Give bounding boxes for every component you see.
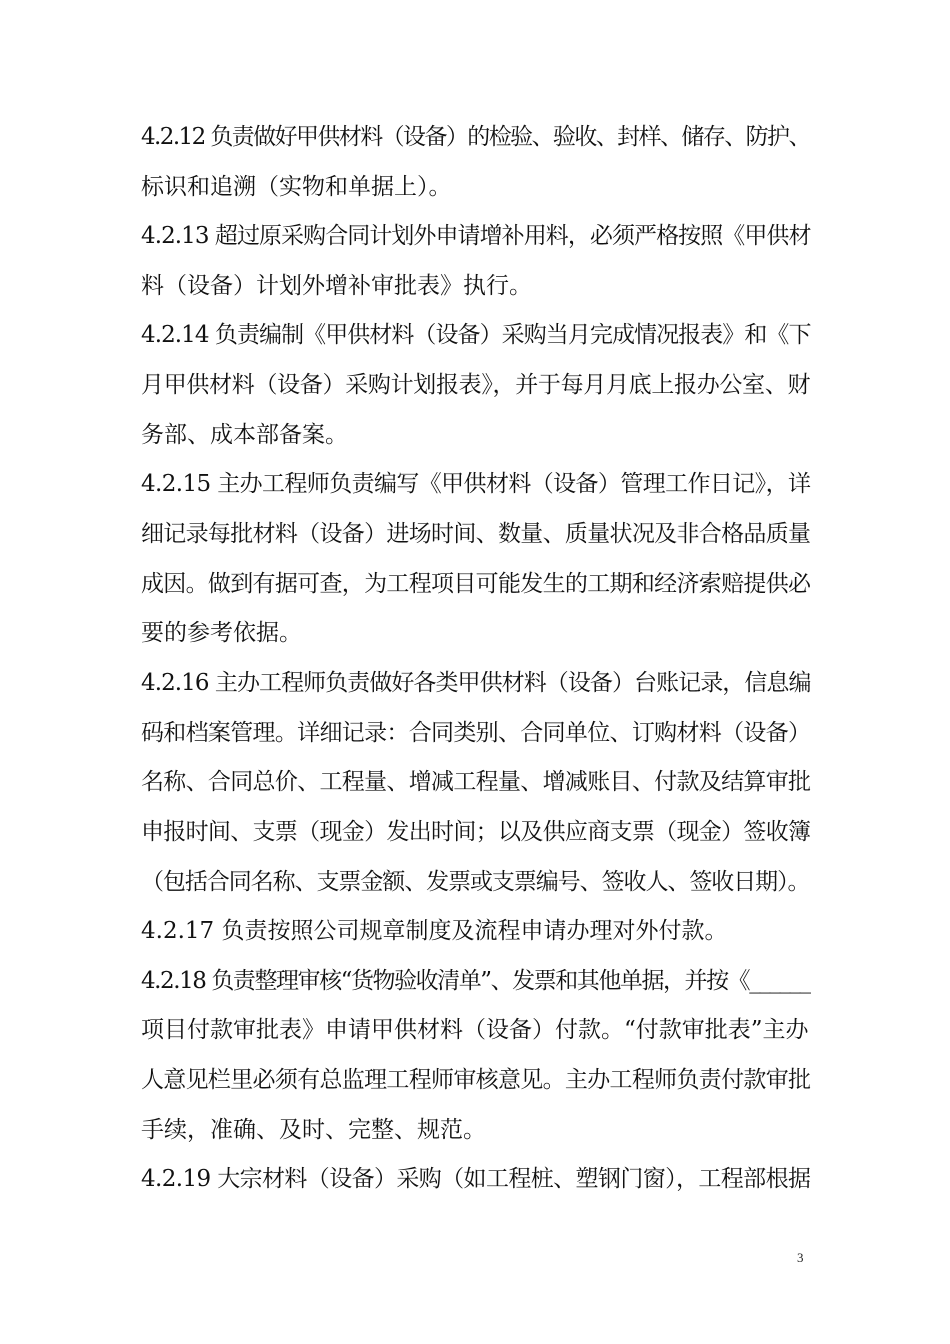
- text-line: 4.2.14 负责编制《甲供材料（设备）采购当月完成情况报表》和《下: [141, 322, 811, 348]
- text-line: 人意见栏里必须有总监理工程师审核意见。主办工程师负责付款审批: [141, 1067, 811, 1093]
- text-line: 4.2.13 超过原采购合同计划外申请增补用料，必须严格按照《甲供材: [141, 223, 811, 249]
- text-line: 4.2.15 主办工程师负责编写《甲供材料（设备）管理工作日记》，详: [141, 471, 811, 497]
- text-line: 4.2.19 大宗材料（设备）采购（如工程桩、塑钢门窗），工程部根据: [141, 1166, 811, 1192]
- text-line: 4.2.18 负责整理审核“货物验收清单”、发票和其他单据，并按《______: [141, 968, 810, 994]
- text-line: 料（设备）计划外增补审批表》执行。: [141, 273, 532, 299]
- text-line: 4.2.16 主办工程师负责做好各类甲供材料（设备）台账记录，信息编: [141, 670, 811, 696]
- text-line: 4.2.17 负责按照公司规章制度及流程申请办理对外付款。: [141, 918, 728, 944]
- text-line: （包括合同名称、支票金额、发票或支票编号、签收人、签收日期）。: [141, 869, 810, 895]
- text-line: 成因。做到有据可查，为工程项目可能发生的工期和经济索赔提供必: [141, 571, 811, 597]
- text-line: 4.2.12 负责做好甲供材料（设备）的检验、验收、封样、储存、防护、: [141, 124, 810, 150]
- text-line: 细记录每批材料（设备）进场时间、数量、质量状况及非合格品质量: [141, 521, 811, 547]
- text-line: 手续，准确、及时、完整、规范。: [141, 1117, 486, 1143]
- page-number: 3: [797, 1250, 804, 1265]
- text-line: 月甲供材料（设备）采购计划报表》，并于每月月底上报办公室、财: [141, 372, 811, 398]
- text-line: 申报时间、支票（现金）发出时间；以及供应商支票（现金）签收簿: [141, 819, 811, 845]
- text-line: 要的参考依据。: [141, 620, 302, 646]
- text-line: 项目付款审批表》申请甲供材料（设备）付款。“付款审批表”主办: [141, 1017, 809, 1043]
- text-line: 名称、合同总价、工程量、增减工程量、增减账目、付款及结算审批: [141, 769, 811, 795]
- text-line: 标识和追溯（实物和单据上）。: [141, 174, 452, 200]
- text-line: 码和档案管理。详细记录：合同类别、合同单位、订购材料（设备）: [141, 720, 811, 746]
- text-line: 务部、成本部备案。: [141, 422, 348, 448]
